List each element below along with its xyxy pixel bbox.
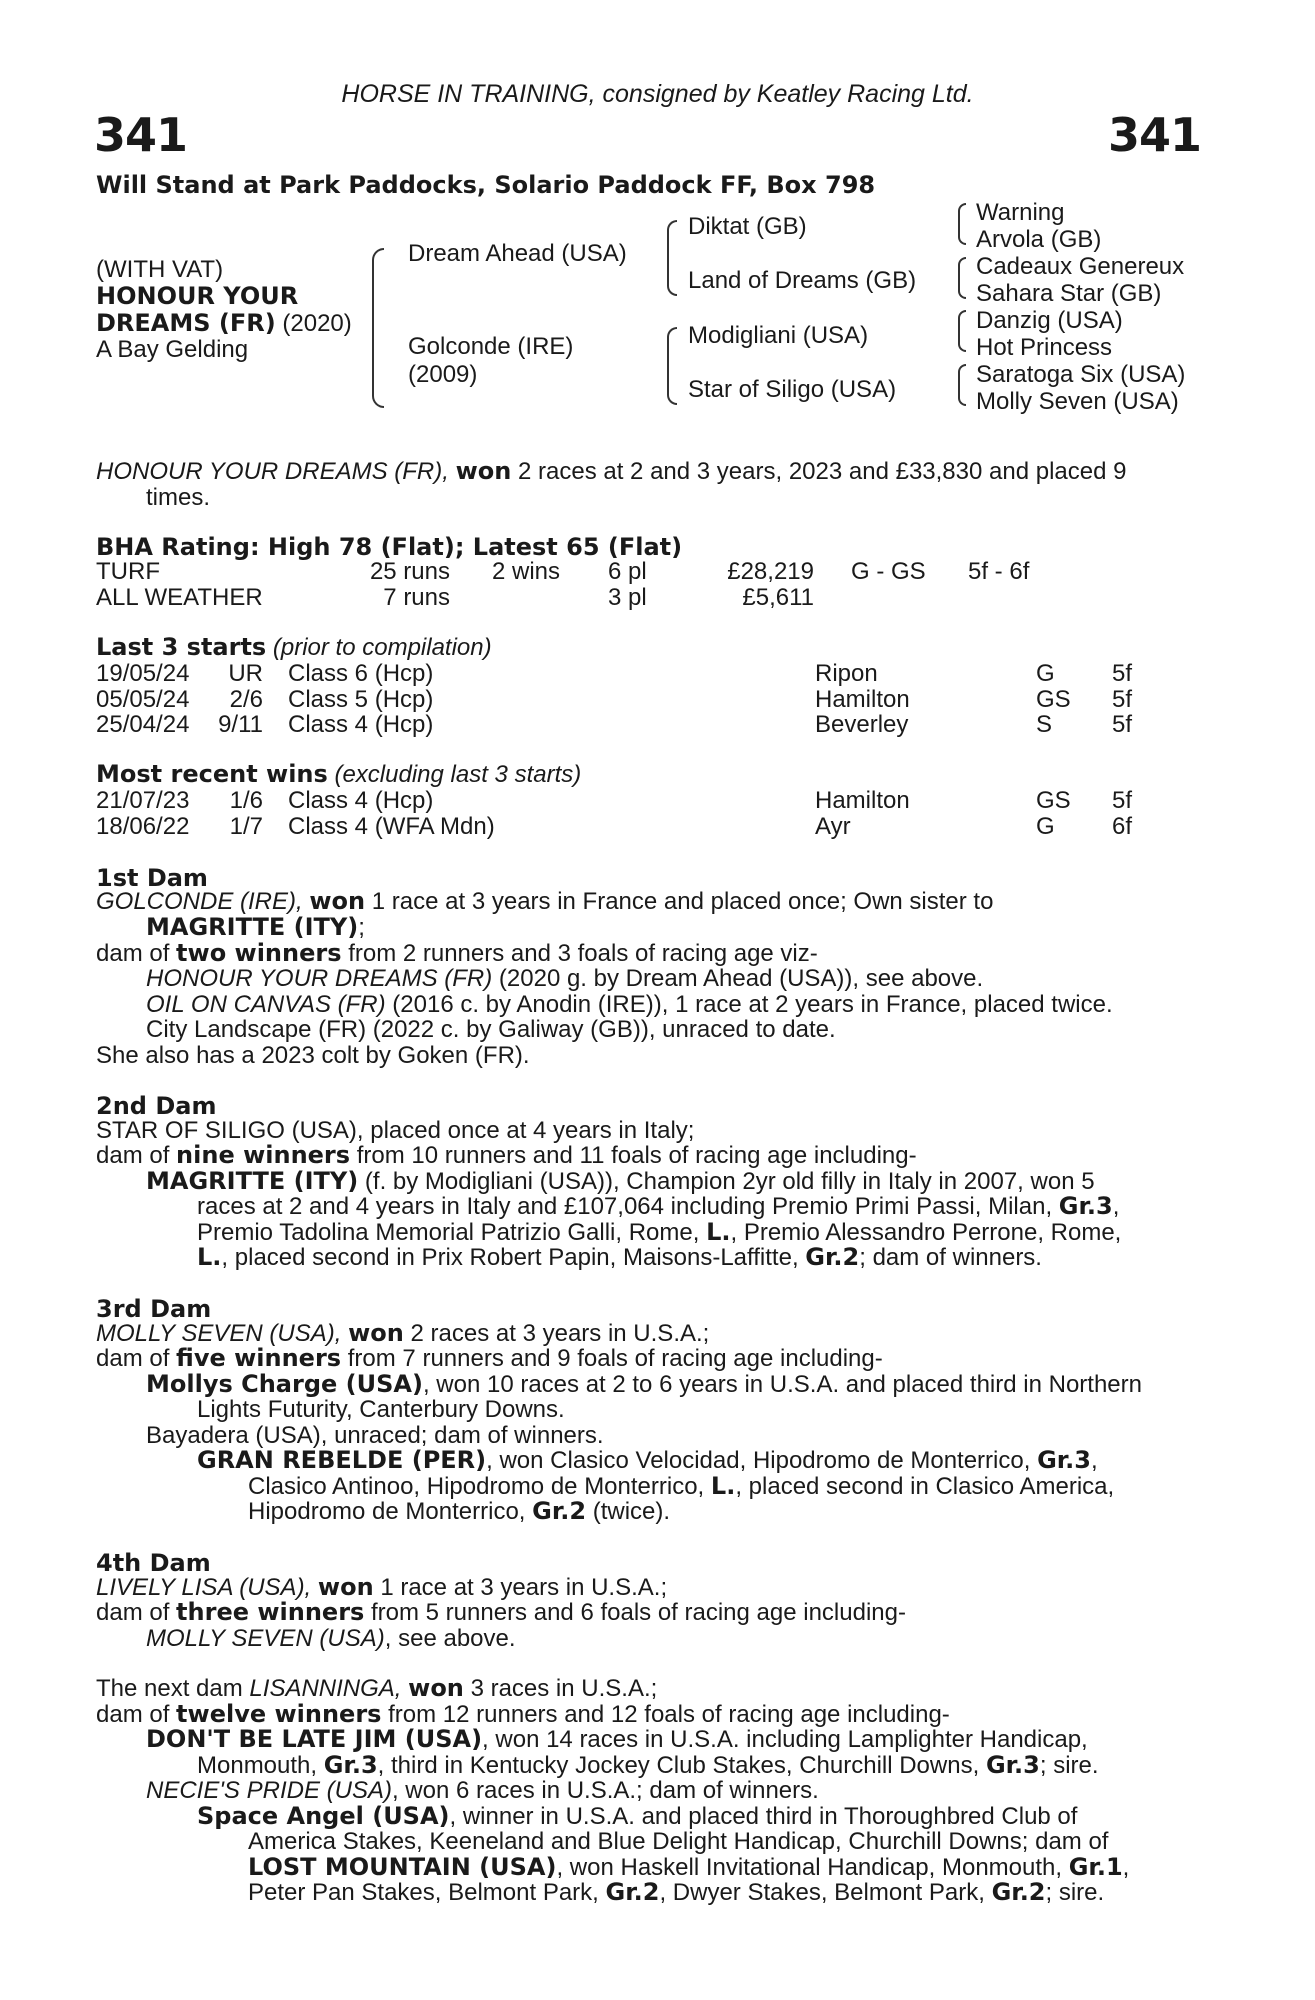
dam1-line1: GOLCONDE (IRE), won 1 race at 3 years in France and placed once; Own sister to (96, 887, 994, 915)
g3-sahara: Sahara Star (GB) (976, 280, 1162, 307)
race-distance: 5f (1112, 685, 1133, 713)
brace-gen3-c (958, 310, 966, 352)
rating-placed: 6 pl (608, 558, 647, 585)
sire-sire: Diktat (GB) (688, 213, 807, 240)
race-date: 25/04/24 (96, 711, 190, 738)
dam4-line1: LIVELY LISA (USA), won 1 race at 3 years in U.S.A.; (96, 1573, 668, 1601)
race-class: Class 4 (WFA Mdn) (288, 812, 495, 840)
vat-note: (WITH VAT) (96, 256, 224, 283)
nextdam-necies-pride: NECIE'S PRIDE (USA), won 6 races in U.S.A.; dam of winners. (146, 1777, 819, 1804)
race-class: Class 6 (Hcp) (288, 660, 434, 687)
race-distance: 5f (1112, 787, 1133, 814)
dam4-heading: 4th Dam (96, 1549, 211, 1577)
nextdam-dont-be-late-1: DON'T BE LATE JIM (USA), won 14 races in U.S.A. including Lamplighter Handicap, (146, 1725, 1088, 1753)
race-date: 19/05/24 (96, 660, 190, 687)
catalogue-header: HORSE IN TRAINING, consigned by Keatley Racing Ltd. (341, 80, 974, 108)
rating-runs: 25 runs (369, 558, 450, 585)
g3-danzig: Danzig (USA) (976, 307, 1123, 334)
rating-surface: TURF (96, 558, 160, 585)
dam3-line1: MOLLY SEVEN (USA), won 2 races at 3 years in U.S.A.; (96, 1319, 710, 1347)
dam2-line1: STAR OF SILIGO (USA), placed once at 4 years in Italy; (96, 1117, 695, 1144)
sire-dam: Land of Dreams (GB) (688, 267, 917, 294)
rating-going: G - GS (851, 558, 926, 585)
g3-hot-princess: Hot Princess (976, 334, 1113, 361)
g3-warning: Warning (976, 199, 1065, 226)
dam3-gran-rebelde-3: Hipodromo de Monterrico, Gr.2 (twice). (248, 1497, 671, 1525)
dam3-heading: 3rd Dam (96, 1295, 212, 1323)
race-position: UR (228, 660, 263, 687)
dam-sire: Modigliani (USA) (688, 322, 869, 349)
lot-number-left: 341 (94, 108, 188, 162)
brace-gen3-b (958, 257, 966, 299)
summary-line2: times. (146, 484, 211, 511)
rating-distance: 5f - 6f (968, 558, 1030, 585)
nextdam-space-angel-1: Space Angel (USA), winner in U.S.A. and placed third in Thoroughbred Club of (197, 1802, 1078, 1830)
rating-prize: £5,611 (742, 584, 814, 611)
dam3-gran-rebelde-1: GRAN REBELDE (PER), won Clasico Velocidad, Hipodromo de Monterrico, Gr.3, (197, 1446, 1098, 1474)
dam1-produce-1: HONOUR YOUR DREAMS (FR) (2020 g. by Dream Ahead (USA)), see above. (146, 965, 984, 992)
dam3-mollys-charge-2: Lights Futurity, Canterbury Downs. (197, 1396, 565, 1423)
nextdam-space-angel-2: America Stakes, Keeneland and Blue Delight Handicap, Churchill Downs; dam of (248, 1828, 1109, 1855)
nextdam-line1: The next dam LISANNINGA, won 3 races in U.S.A.; (96, 1674, 658, 1702)
dam2-heading: 2nd Dam (96, 1092, 217, 1120)
race-position: 2/6 (229, 685, 263, 713)
race-distance: 6f (1112, 812, 1133, 840)
brace-gen1 (372, 248, 384, 408)
sire: Dream Ahead (USA) (408, 240, 627, 267)
nextdam-lost-mountain-2: Peter Pan Stakes, Belmont Park, Gr.2, Dwyer Stakes, Belmont Park, Gr.2; sire. (248, 1878, 1105, 1906)
race-distance: 5f (1112, 660, 1133, 687)
lot-number-right: 341 (1108, 108, 1202, 162)
nextdam-dont-be-late-2: Monmouth, Gr.3, third in Kentucky Jockey Club Stakes, Churchill Downs, Gr.3; sire. (197, 1751, 1099, 1779)
race-going: GS (1036, 787, 1071, 814)
race-date: 18/06/22 (96, 812, 190, 840)
rating-surface: ALL WEATHER (96, 584, 263, 611)
race-course: Hamilton (815, 685, 910, 713)
brace-gen2-sire (667, 220, 677, 296)
race-course: Ayr (815, 812, 851, 840)
rating-placed: 3 pl (608, 584, 647, 611)
race-class: Class 4 (Hcp) (288, 711, 434, 738)
race-distance: 5f (1112, 711, 1133, 738)
dam1-produce-3: City Landscape (FR) (2022 c. by Galiway (GB)), unraced to date. (146, 1016, 836, 1043)
summary-line1: HONOUR YOUR DREAMS (FR), won 2 races at 2 and 3 years, 2023 and £33,830 and placed 9 (96, 457, 1127, 485)
brace-gen2-dam (667, 327, 677, 405)
dam2-magritte-3: Premio Tadolina Memorial Patrizio Galli, Rome, L., Premio Alessandro Perrone, Rome, (197, 1218, 1122, 1246)
dam1-line3: dam of two winners from 2 runners and 3 foals of racing age viz- (96, 939, 818, 967)
dam3-line2: dam of five winners from 7 runners and 9 foals of racing age including- (96, 1344, 883, 1372)
dam4-line3: MOLLY SEVEN (USA), see above. (146, 1625, 516, 1652)
dam2-magritte-1: MAGRITTE (ITY) (f. by Modigliani (USA)), Champion 2yr old filly in Italy in 2007, won 5 (146, 1167, 1095, 1195)
dam2-line2: dam of nine winners from 10 runners and 11 foals of racing age including- (96, 1141, 917, 1169)
dam-line1: Golconde (IRE) (408, 333, 574, 360)
race-course: Ripon (815, 660, 878, 687)
horse-description: A Bay Gelding (96, 336, 249, 363)
brace-gen3-a (958, 203, 966, 245)
race-course: Beverley (815, 711, 909, 738)
dam1-heading: 1st Dam (96, 864, 208, 892)
race-going: S (1036, 711, 1053, 738)
dam4-line2: dam of three winners from 5 runners and 6 foals of racing age including- (96, 1598, 906, 1626)
dam3-mollys-charge-1: Mollys Charge (USA), won 10 races at 2 to 6 years in U.S.A. and placed third in Northern (146, 1370, 1142, 1398)
last3-heading: Last 3 starts (prior to compilation) (96, 633, 492, 661)
brace-gen3-d (958, 364, 966, 406)
dam3-bayadera: Bayadera (USA), unraced; dam of winners. (146, 1422, 604, 1449)
dam1-produce-2: OIL ON CANVAS (FR) (2016 c. by Anodin (IRE)), 1 race at 2 years in France, placed twice. (146, 991, 1113, 1018)
g3-saratoga: Saratoga Six (USA) (976, 361, 1186, 388)
g3-cadeaux: Cadeaux Genereux (976, 253, 1185, 280)
dam-dam: Star of Siligo (USA) (688, 376, 897, 403)
g3-arvola: Arvola (GB) (976, 226, 1102, 253)
nextdam-lost-mountain-1: LOST MOUNTAIN (USA), won Haskell Invitational Handicap, Monmouth, Gr.1, (248, 1853, 1130, 1881)
rating-wins: 2 wins (492, 558, 561, 585)
rating-prize: £28,219 (727, 558, 814, 585)
recent-wins-heading: Most recent wins (excluding last 3 starts) (96, 760, 582, 788)
dam1-produce-note: She also has a 2023 colt by Goken (FR). (96, 1042, 530, 1069)
dam2-magritte-4: L., placed second in Prix Robert Papin, Maisons-Laffitte, Gr.2; dam of winners. (197, 1243, 1042, 1271)
nextdam-line2: dam of twelve winners from 12 runners and 12 foals of racing age including- (96, 1700, 950, 1728)
dam2-magritte-2: races at 2 and 4 years in Italy and £107,064 including Premio Primi Passi, Milan, Gr.3, (197, 1192, 1120, 1220)
horse-name-line2: DREAMS (FR) (2020) (96, 309, 352, 337)
race-course: Hamilton (815, 787, 910, 814)
race-going: G (1036, 660, 1055, 687)
horse-name-line1: HONOUR YOUR (96, 282, 299, 310)
race-date: 21/07/23 (96, 787, 190, 814)
race-date: 05/05/24 (96, 685, 190, 713)
race-going: G (1036, 812, 1055, 840)
dam-line2: (2009) (408, 361, 478, 388)
race-class: Class 5 (Hcp) (288, 685, 434, 713)
rating-heading: BHA Rating: High 78 (Flat); Latest 65 (Flat) (96, 533, 683, 561)
race-going: GS (1036, 685, 1071, 713)
dam3-gran-rebelde-2: Clasico Antinoo, Hipodromo de Monterrico, L., placed second in Clasico America, (248, 1472, 1115, 1500)
g3-molly: Molly Seven (USA) (976, 388, 1179, 415)
rating-runs: 7 runs (383, 584, 450, 611)
race-class: Class 4 (Hcp) (288, 787, 434, 814)
race-position: 1/6 (229, 787, 263, 814)
stand-location: Will Stand at Park Paddocks, Solario Paddock FF, Box 798 (96, 171, 876, 199)
dam1-line2: MAGRITTE (ITY); (146, 913, 365, 941)
race-position: 9/11 (218, 711, 263, 738)
race-position: 1/7 (229, 812, 263, 840)
